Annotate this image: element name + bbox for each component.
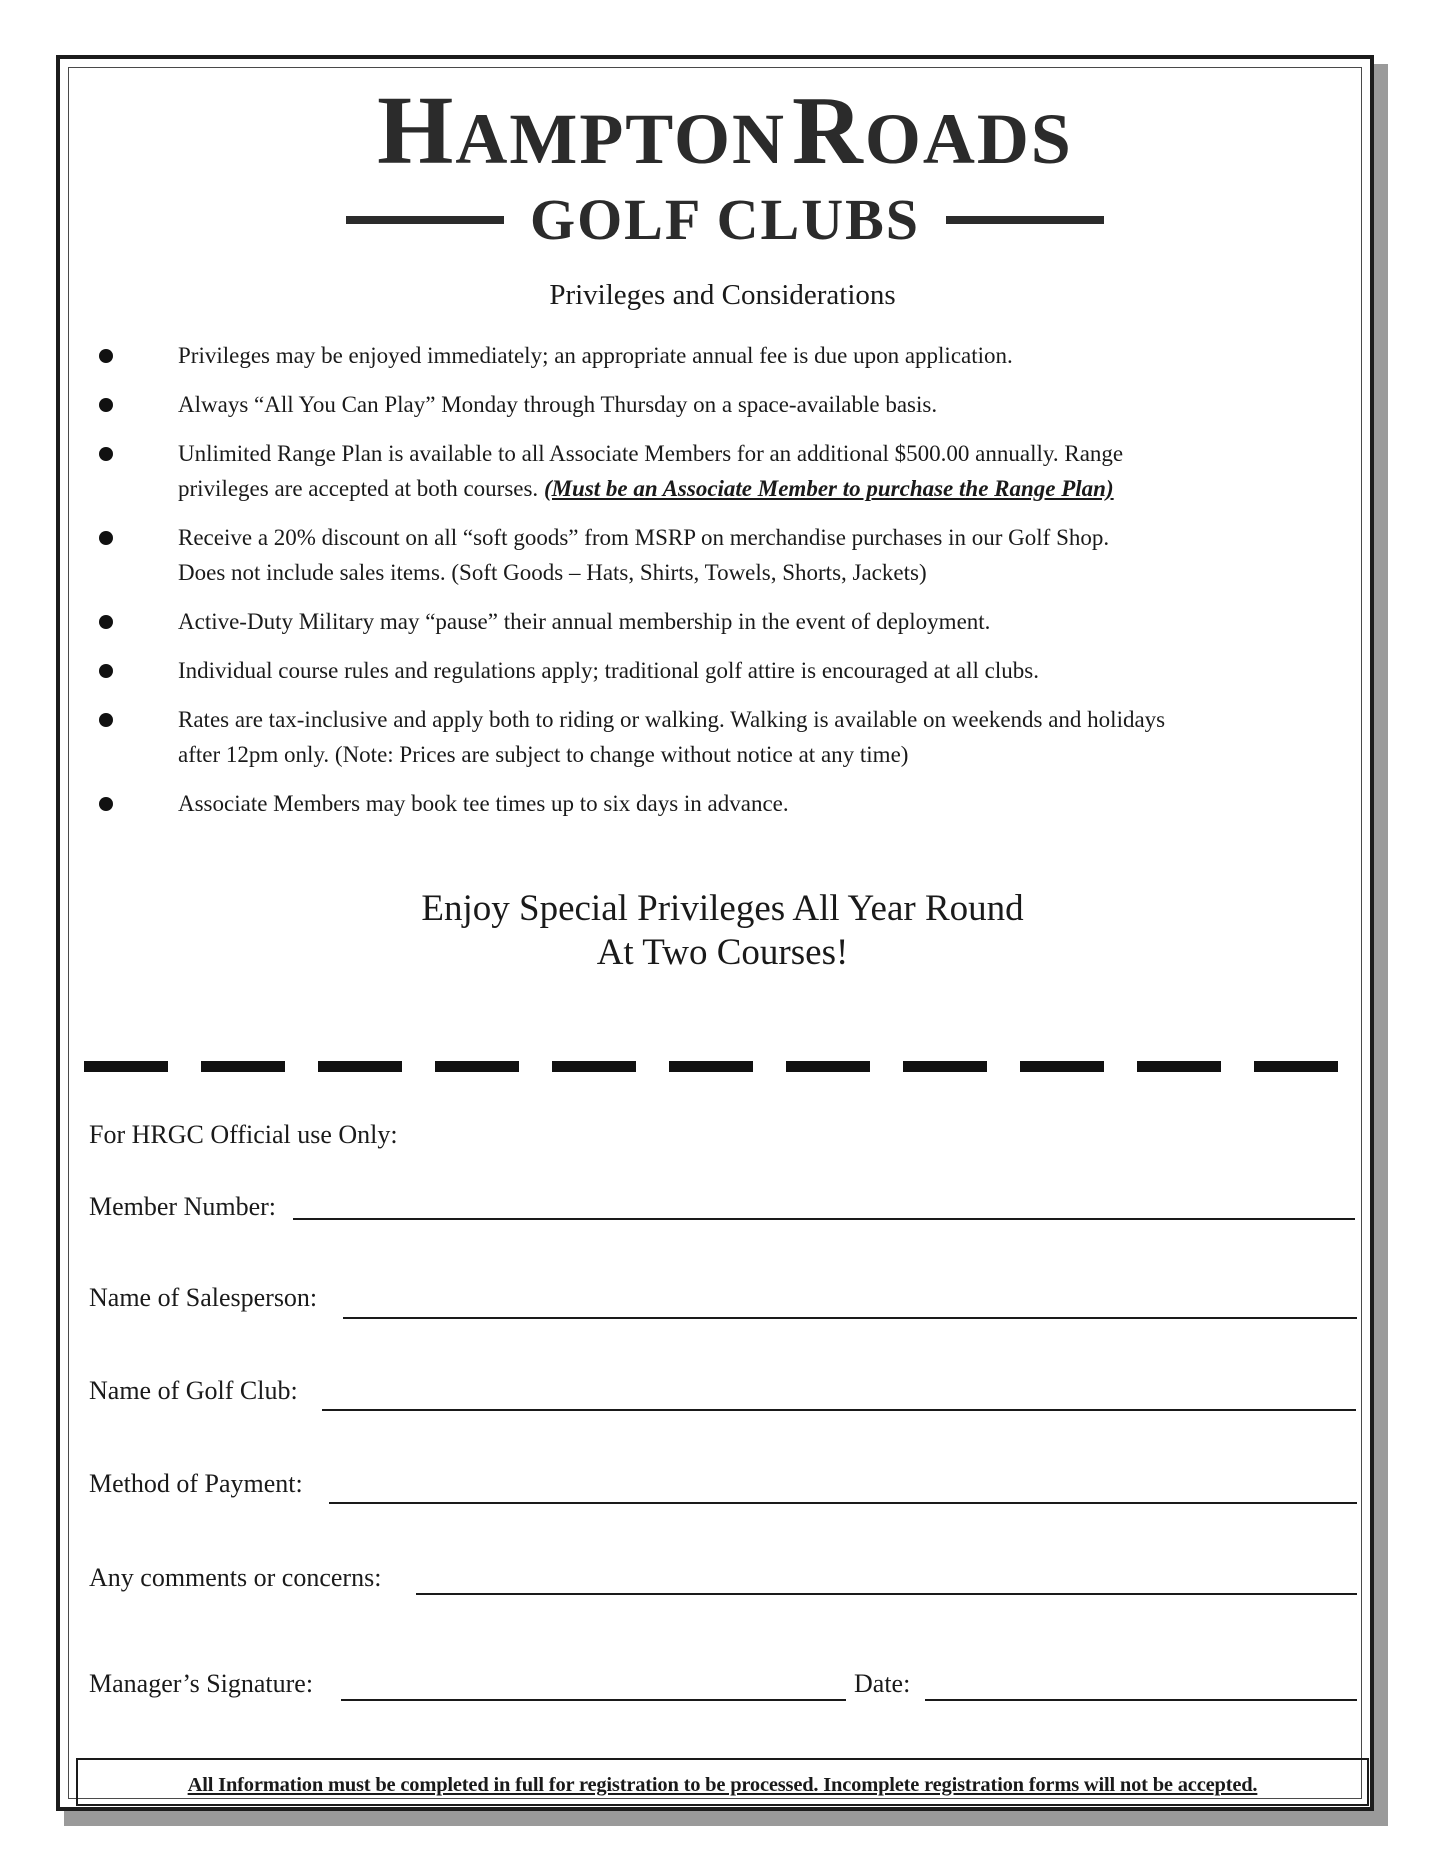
cut-line-dash (1137, 1061, 1221, 1072)
headline-line-2: At Two Courses! (596, 932, 849, 973)
logo-initial-h: H (377, 77, 456, 185)
golf-club-label: Name of Golf Club: (89, 1376, 298, 1405)
cut-line-dash (318, 1061, 402, 1072)
logo-bar-right (946, 216, 1104, 224)
bullet-dot-icon (99, 664, 113, 678)
privilege-text-line: Does not include sales items. (Soft Goods – Hats, Shirts, Towels, Shorts, Jackets) (178, 560, 927, 585)
bullet-dot-icon (99, 713, 113, 727)
privilege-text-line: Associate Members may book tee times up to six days in advance. (178, 791, 789, 816)
logo-word-oads: OADS (864, 99, 1073, 179)
privilege-text-line: Privileges may be enjoyed immediately; an appropriate annual fee is due upon application. (178, 343, 1013, 368)
bullet-dot-icon (99, 398, 113, 412)
privilege-item (95, 436, 1325, 506)
cut-line-dash (669, 1061, 753, 1072)
manager-signature-label: Manager’s Signature: (89, 1669, 314, 1698)
member-number-label: Member Number: (89, 1192, 277, 1221)
bullet-dot-icon (99, 447, 113, 461)
cut-line-dash (435, 1061, 519, 1072)
official-use-heading: For HRGC Official use Only: (89, 1120, 398, 1149)
cut-line-dash (1020, 1061, 1104, 1072)
privilege-item (95, 520, 1325, 590)
logo-subtitle: GOLF CLUBS (529, 187, 921, 252)
member-number-field[interactable] (293, 1218, 1355, 1220)
logo-bar-left (346, 216, 504, 224)
privilege-item (95, 786, 1325, 821)
privilege-item (95, 338, 1325, 373)
bullet-dot-icon (99, 797, 113, 811)
privilege-item (95, 387, 1325, 422)
privilege-text-line (178, 471, 1325, 506)
bullet-dot-icon (99, 615, 113, 629)
privilege-text-line: after 12pm only. (Note: Prices are subject to change without notice at any time) (178, 742, 909, 767)
privilege-item (95, 702, 1325, 772)
date-field[interactable] (925, 1699, 1357, 1701)
salesperson-label: Name of Salesperson: (89, 1283, 318, 1312)
payment-method-field[interactable] (329, 1502, 1357, 1504)
privilege-text-line: Active-Duty Military may “pause” their annual membership in the event of deployment. (178, 609, 991, 634)
privilege-text-line: Receive a 20% discount on all “soft goods” from MSRP on merchandise purchases in our Golf Shop. (178, 525, 1110, 550)
bullet-dot-icon (99, 349, 113, 363)
privilege-text: privileges are accepted at both courses. (178, 476, 544, 501)
logo-subline (330, 187, 1120, 252)
cut-line-dash (552, 1061, 636, 1072)
golf-club-field[interactable] (322, 1409, 1356, 1411)
completion-notice-text: All Information must be completed in full for registration to be processed. Incomplete registration forms will not be accepted. (187, 1774, 1258, 1796)
privilege-item (95, 604, 1325, 639)
logo (330, 77, 1120, 252)
headline-line-1: Enjoy Special Privileges All Year Round (421, 888, 1024, 929)
cut-line-dash (903, 1061, 987, 1072)
logo-wordmark (330, 77, 1120, 185)
cut-line (84, 1061, 1338, 1073)
logo-initial-r: R (792, 77, 865, 185)
section-title: Privileges and Considerations (549, 279, 896, 311)
payment-method-label: Method of Payment: (89, 1469, 303, 1498)
range-plan-requirement: (Must be an Associate Member to purchase the Range Plan) (543, 476, 1114, 501)
cut-line-dash (1254, 1061, 1338, 1072)
cut-line-dash (786, 1061, 870, 1072)
headline (0, 887, 1445, 975)
privilege-text-line: Always “All You Can Play” Monday through Thursday on a space-available basis. (178, 392, 938, 417)
cut-line-dash (201, 1061, 285, 1072)
privilege-text-line: Rates are tax-inclusive and apply both to riding or walking. Walking is available on weekends and holidays (178, 707, 1166, 732)
date-label: Date: (854, 1669, 911, 1698)
salesperson-field[interactable] (343, 1317, 1357, 1319)
manager-signature-field[interactable] (341, 1699, 846, 1701)
comments-field[interactable] (416, 1593, 1357, 1595)
bullet-dot-icon (99, 531, 113, 545)
cut-line-dash (84, 1061, 168, 1072)
logo-word-ampton: AMPTON (455, 99, 787, 179)
privilege-text-line: Individual course rules and regulations apply; traditional golf attire is encouraged at all clubs. (178, 658, 1039, 683)
privilege-item (95, 653, 1325, 688)
privileges-list (95, 338, 1325, 821)
privilege-text-line: Unlimited Range Plan is available to all Associate Members for an additional $500.00 annually. Range (178, 441, 1124, 466)
comments-label: Any comments or concerns: (89, 1563, 382, 1592)
completion-notice (76, 1758, 1369, 1806)
